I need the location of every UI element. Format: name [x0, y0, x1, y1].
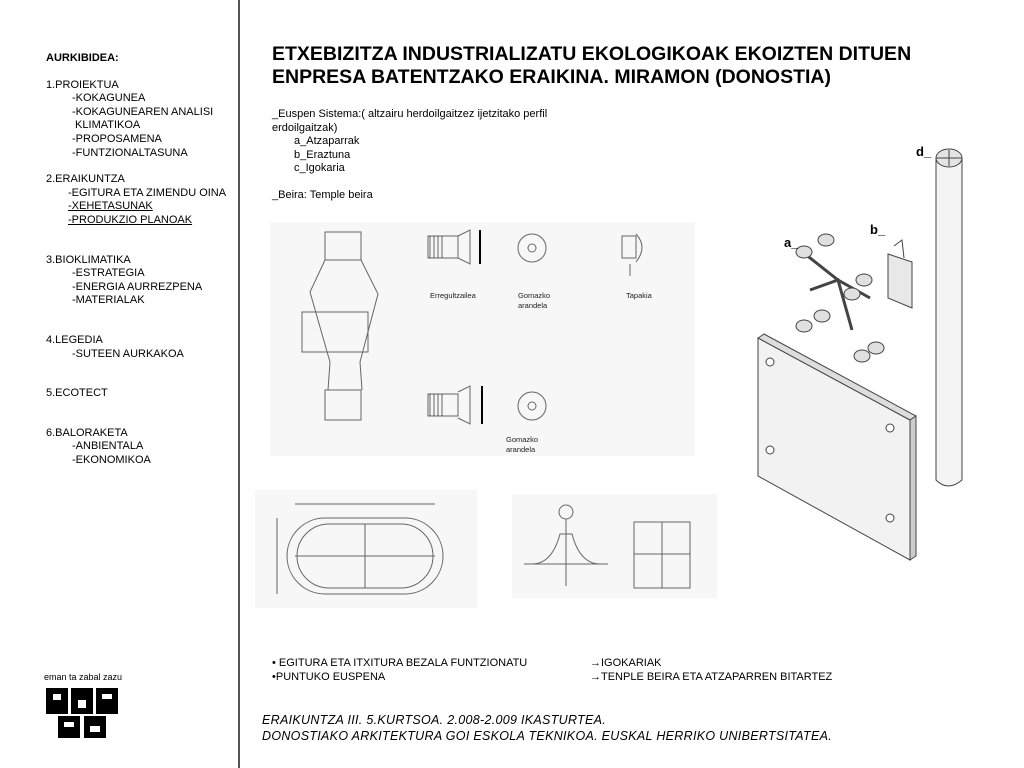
toc-item-materialak[interactable]: -MATERIALAK: [72, 294, 145, 307]
toc-item-proposamena[interactable]: -PROPOSAMENA: [72, 132, 162, 145]
ring-detail-drawing: [512, 494, 717, 598]
toc-section-eraikuntza: [46, 173, 226, 227]
label-arandela-1: arandela: [518, 301, 548, 310]
label-b: b_: [870, 222, 886, 237]
toc-item-suteen[interactable]: -SUTEEN AURKAKOA: [72, 347, 184, 360]
summary-bullets: [272, 657, 832, 684]
toc-item-analisi[interactable]: -KOKAGUNEAREN ANALISI: [72, 105, 214, 118]
table-of-contents: [46, 52, 226, 480]
tube-section-drawing: [255, 490, 477, 608]
title-line-1: ETXEBIZITZA INDUSTRIALIZATU EKOLOGIKOAK EKOIZTEN DITUEN: [272, 43, 912, 65]
bullet-left: •PUNTUKO EUSPENA: [272, 670, 386, 683]
bullet-right: →TENPLE BEIRA ETA ATZAPARREN BITARTEZ: [590, 670, 833, 683]
system-line-1: _Euspen Sistema:( altzairu herdoilgaitzez ijetzitako perfil: [272, 108, 548, 120]
title-line-2: ENPRESA BATENTZAKO ERAIKINA. MIRAMON (DONOSTIA): [272, 66, 831, 88]
component-detail-drawing: [270, 222, 695, 456]
system-item-a: a_Atzaparrak: [294, 135, 360, 148]
label-tapakia: Tapakia: [626, 291, 652, 300]
system-line-2: erdoilgaitzak): [272, 121, 338, 134]
page-title: [272, 43, 972, 89]
bullet-row: [272, 671, 832, 685]
bullet-right: →IGOKARIAK: [590, 657, 662, 669]
footer: [262, 712, 832, 744]
exploded-3d-drawing: [740, 130, 1024, 620]
toc-section-title[interactable]: 4.LEGEDIA: [46, 333, 103, 346]
toc-section-proiektua: [46, 79, 226, 161]
label-d: d_: [916, 144, 932, 159]
toc-section-title[interactable]: 1.PROIEKTUA: [46, 78, 119, 91]
bullet-left: • EGITURA ETA ITXITURA BEZALA FUNTZIONATU: [272, 657, 528, 669]
toc-item-estrategia[interactable]: -ESTRATEGIA: [72, 267, 145, 280]
toc-section-bioklimatika: [46, 254, 226, 308]
system-item-b: b_Eraztuna: [294, 148, 351, 161]
system-glass: _Beira: Temple beira: [272, 188, 373, 201]
toc-item-kokagunea[interactable]: -KOKAGUNEA: [72, 92, 146, 105]
upv-ehu-logo-icon: [44, 682, 120, 740]
toc-section-legedia: [46, 334, 226, 361]
system-item-c: c_Igokaria: [294, 162, 345, 175]
label-gomazko-2: Gomazko: [506, 435, 539, 444]
toc-section-ecotect: [46, 387, 226, 401]
footer-line-1: ERAIKUNTZA III. 5.KURTSOA. 2.008-2.009 IKASTURTEA.: [262, 713, 607, 727]
toc-item-egitura[interactable]: -EGITURA ETA ZIMENDU OINA: [68, 186, 227, 199]
toc-item-ekonomikoa[interactable]: -EKONOMIKOA: [72, 453, 151, 466]
toc-item-funtzionaltasuna[interactable]: -FUNTZIONALTASUNA: [72, 146, 188, 159]
sidebar: [0, 0, 240, 768]
toc-item-energia[interactable]: -ENERGIA AURREZPENA: [72, 280, 203, 293]
toc-section-title[interactable]: 5.ECOTECT: [46, 387, 108, 400]
toc-section-balorazioa: [46, 427, 226, 468]
system-description: [272, 108, 582, 203]
toc-section-title[interactable]: 6.BALORAKETA: [46, 426, 128, 439]
logo-motto: eman ta zabal zazu: [44, 672, 123, 682]
label-gomazko-1: Gomazko: [518, 291, 551, 300]
toc-item-klimatikoa[interactable]: KLIMATIKOA: [72, 119, 141, 132]
label-erregultzailea: Erregultzailea: [430, 291, 476, 300]
university-logo: [44, 672, 124, 745]
label-arandela-2: arandela: [506, 445, 536, 454]
bullet-row: [272, 657, 832, 671]
toc-item-produkzio[interactable]: -PRODUKZIO PLANOAK: [68, 213, 193, 226]
toc-item-anbientala[interactable]: -ANBIENTALA: [72, 440, 144, 453]
toc-section-title[interactable]: 2.ERAIKUNTZA: [46, 173, 125, 186]
toc-item-xehetasunak[interactable]: -XEHETASUNAK: [68, 200, 153, 213]
toc-heading: AURKIBIDEA:: [46, 52, 119, 64]
label-a: a_: [784, 235, 799, 250]
footer-line-2: DONOSTIAKO ARKITEKTURA GOI ESKOLA TEKNIKOA. EUSKAL HERRIKO UNIBERTSITATEA.: [262, 729, 833, 743]
toc-section-title[interactable]: 3.BIOKLIMATIKA: [46, 253, 131, 266]
